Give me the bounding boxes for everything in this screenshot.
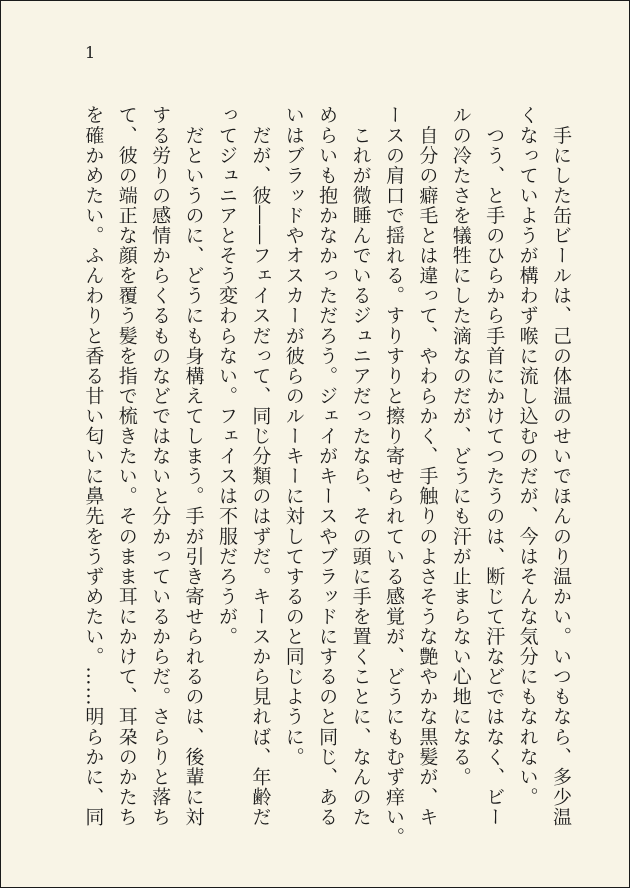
- text-line: これが微睡んでいるジュニアだったなら、その頭に手を置くことに、なんのた: [349, 105, 372, 827]
- text-line: だというのに、どうにも身構えてしまう。手が引き寄せられるのは、後輩に対: [182, 105, 205, 827]
- text-line: つう、と手のひらから手首にかけてつたうのは、断じて汗などではなく、ビー: [483, 105, 506, 827]
- text-line: めらいも抱かなかっただろう。ジェイがキースやブラッドにするのと同じ、ある: [316, 105, 339, 827]
- text-line: する労りの感情からくるものなどではないと分かっているからだ。さらりと落ち: [149, 105, 172, 827]
- text-line: ースの肩口で揺れる。すりすりと擦り寄せられている感覚が、どうにもむず痒い。: [382, 105, 405, 847]
- text-line: ルの冷たさを犠牲にした滴なのだが、どうにも汗が止まらない心地になる。: [449, 105, 472, 787]
- body-text: [76, 105, 577, 847]
- text-line: て、彼の端正な顔を覆う髪を指で梳きたい。そのまま耳にかけて、耳朶のかたち: [115, 105, 138, 827]
- text-line: 手にした缶ビールは、己の体温のせいでほんのり温かい。いつもなら、多少温: [550, 105, 572, 827]
- text-line: 自分の癖毛とは違って、やわらかく、手触りのよさそうな艶やかな黒髪が、キ: [416, 105, 439, 827]
- page-number: 1: [85, 43, 96, 62]
- text-line: を確かめたい。ふんわりと香る甘い匂いに鼻先をうずめたい。……明らかに、同: [82, 105, 105, 827]
- text-line: いはブラッドやオスカーが彼らのルーキーに対してするのと同じように。: [282, 105, 305, 767]
- text-line: くなっていようが構わず喉に流し込むのだが、今はそんな気分にもなれない。: [516, 105, 539, 807]
- text-line: ってジュニアとそう変わらない。フェイスは不服だろうが。: [215, 105, 238, 647]
- text-line: だが、彼――フェイスだって、同じ分類のはずだ。キースから見れば、年齢だ: [249, 105, 272, 827]
